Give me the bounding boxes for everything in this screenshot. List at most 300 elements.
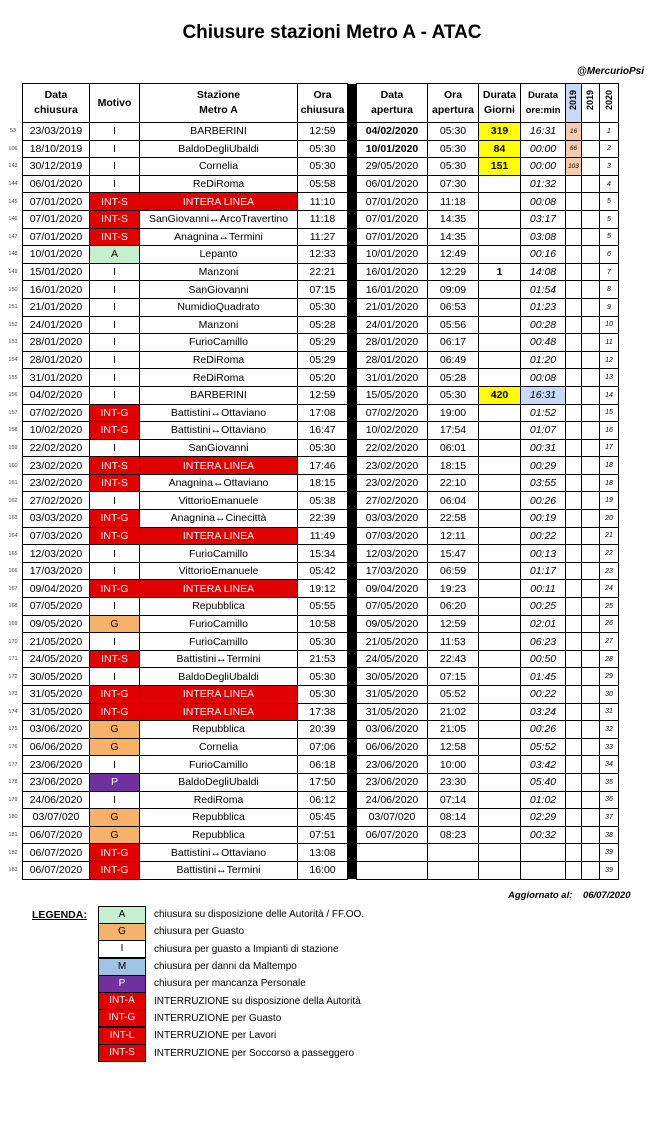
cell-ora-apertura: 10:00 xyxy=(428,756,479,774)
cell-durata-ore: 05:52 xyxy=(521,738,566,756)
cell-stazione: Manzoni xyxy=(140,263,298,281)
cell-durata-giorni xyxy=(479,369,521,387)
cell-ora-apertura: 22:58 xyxy=(428,510,479,528)
cell-ora-chiusura: 22:39 xyxy=(298,510,348,528)
cell-count-2019b xyxy=(582,158,600,176)
cell-count-2019b xyxy=(582,826,600,844)
cell-ora-apertura: 11:18 xyxy=(428,193,479,211)
cell-stazione: Anagnina↔Termini xyxy=(140,228,298,246)
cell-data-apertura: 15/05/2020 xyxy=(357,386,428,404)
cell-data-chiusura: 23/03/2019 xyxy=(23,123,90,141)
cell-durata-giorni xyxy=(479,809,521,827)
cell-stazione: SanGiovanni xyxy=(140,439,298,457)
cell-ora-chiusura: 16:00 xyxy=(298,861,348,879)
cell-ora-chiusura: 05:30 xyxy=(298,158,348,176)
cell-durata-ore: 01:17 xyxy=(521,562,566,580)
cell-motivo: I xyxy=(90,633,140,651)
cell-ora-apertura: 05:28 xyxy=(428,369,479,387)
cell-count-2019 xyxy=(566,826,582,844)
cell-durata-giorni xyxy=(479,527,521,545)
cell-ora-chiusura: 12:59 xyxy=(298,386,348,404)
cell-ora-chiusura: 05:55 xyxy=(298,598,348,616)
cell-ora-apertura: 07:15 xyxy=(428,668,479,686)
cell-durata-ore: 03:24 xyxy=(521,703,566,721)
cell-count-2019 xyxy=(566,422,582,440)
cell-motivo: INT-S xyxy=(90,650,140,668)
cell-durata-ore: 00:26 xyxy=(521,721,566,739)
cell-durata-giorni xyxy=(479,351,521,369)
table-row xyxy=(4,210,619,228)
cell-durata-ore: 03:08 xyxy=(521,228,566,246)
cell-count-2020: 17 xyxy=(600,439,619,457)
cell-motivo: INT-S xyxy=(90,210,140,228)
cell-count-2019b xyxy=(582,562,600,580)
cell-durata-ore: 03:17 xyxy=(521,210,566,228)
cell-data-apertura: 07/05/2020 xyxy=(357,598,428,616)
cell-count-2019b xyxy=(582,809,600,827)
cell-data-chiusura: 24/05/2020 xyxy=(23,650,90,668)
row-number: 168 xyxy=(8,603,18,610)
cell-motivo: I xyxy=(90,351,140,369)
cell-durata-ore: 00:00 xyxy=(521,140,566,158)
legend-description: INTERRUZIONE su disposizione della Autorità xyxy=(154,995,361,1007)
cell-count-2019b xyxy=(582,140,600,158)
cell-durata-giorni xyxy=(479,686,521,704)
column-separator xyxy=(348,422,357,440)
cell-data-apertura: 24/01/2020 xyxy=(357,316,428,334)
cell-data-chiusura: 31/01/2020 xyxy=(23,369,90,387)
legend-code: I xyxy=(98,940,146,958)
cell-durata-giorni xyxy=(479,598,521,616)
cell-data-apertura: 21/05/2020 xyxy=(357,633,428,651)
row-number: 170 xyxy=(8,638,18,645)
cell-durata-giorni xyxy=(479,791,521,809)
table-row xyxy=(4,826,619,844)
cell-count-2019b xyxy=(582,580,600,598)
cell-durata-giorni xyxy=(479,316,521,334)
cell-data-apertura: 21/01/2020 xyxy=(357,298,428,316)
legend-item xyxy=(32,1010,364,1027)
cell-count-2019b xyxy=(582,686,600,704)
cell-stazione: INTERA LINEA xyxy=(140,580,298,598)
cell-data-apertura: 24/06/2020 xyxy=(357,791,428,809)
cell-ora-chiusura: 05:42 xyxy=(298,562,348,580)
cell-motivo: G xyxy=(90,738,140,756)
cell-ora-apertura xyxy=(428,861,479,879)
cell-durata-giorni xyxy=(479,773,521,791)
row-number: 176 xyxy=(8,744,18,751)
cell-durata-ore: 01:07 xyxy=(521,422,566,440)
cell-ora-chiusura: 10:58 xyxy=(298,615,348,633)
column-separator xyxy=(348,439,357,457)
row-number: 181 xyxy=(8,832,18,839)
column-separator xyxy=(348,562,357,580)
cell-count-2019 xyxy=(566,861,582,879)
row-number: 161 xyxy=(8,480,18,487)
cell-count-2020: 39 xyxy=(600,844,619,862)
cell-count-2019b xyxy=(582,615,600,633)
cell-motivo: I xyxy=(90,545,140,563)
cell-motivo: I xyxy=(90,298,140,316)
cell-ora-apertura xyxy=(428,844,479,862)
cell-durata-ore: 00:19 xyxy=(521,510,566,528)
legend-item xyxy=(32,1027,364,1044)
table-row xyxy=(4,369,619,387)
cell-count-2019b xyxy=(582,263,600,281)
cell-count-2020: 18 xyxy=(600,457,619,475)
cell-durata-giorni: 319 xyxy=(479,123,521,141)
cell-count-2019b xyxy=(582,210,600,228)
cell-motivo: I xyxy=(90,334,140,352)
cell-stazione: INTERA LINEA xyxy=(140,193,298,211)
cell-data-chiusura: 27/02/2020 xyxy=(23,492,90,510)
column-separator xyxy=(348,721,357,739)
cell-stazione: SanGiovanni xyxy=(140,281,298,299)
cell-count-2019 xyxy=(566,246,582,264)
cell-count-2020: 16 xyxy=(600,422,619,440)
column-separator xyxy=(348,123,357,141)
cell-stazione: INTERA LINEA xyxy=(140,703,298,721)
cell-ora-apertura: 12:59 xyxy=(428,615,479,633)
cell-data-apertura: 16/01/2020 xyxy=(357,281,428,299)
table-row xyxy=(4,686,619,704)
column-separator xyxy=(348,193,357,211)
cell-durata-giorni xyxy=(479,457,521,475)
cell-ora-chiusura: 07:06 xyxy=(298,738,348,756)
cell-count-2020: 11 xyxy=(600,334,619,352)
table-row xyxy=(4,773,619,791)
cell-stazione: Repubblica xyxy=(140,721,298,739)
cell-count-2020: 12 xyxy=(600,351,619,369)
updated-date: 06/07/2020 xyxy=(582,890,631,901)
cell-ora-chiusura: 05:30 xyxy=(298,633,348,651)
cell-ora-chiusura: 11:18 xyxy=(298,210,348,228)
table-row xyxy=(4,615,619,633)
cell-ora-chiusura: 06:18 xyxy=(298,756,348,774)
cell-ora-chiusura: 05:45 xyxy=(298,809,348,827)
cell-count-2020: 5 xyxy=(600,193,619,211)
cell-data-apertura: 06/01/2020 xyxy=(357,175,428,193)
row-number: 164 xyxy=(8,532,18,539)
column-separator xyxy=(348,334,357,352)
cell-ora-chiusura: 17:50 xyxy=(298,773,348,791)
cell-motivo: P xyxy=(90,773,140,791)
row-number: 150 xyxy=(8,286,18,293)
legend-code: P xyxy=(98,975,146,993)
cell-count-2019b xyxy=(582,175,600,193)
cell-count-2019b xyxy=(582,123,600,141)
legend-description: chiusura per mancanza Personale xyxy=(154,978,306,990)
table-header xyxy=(4,84,619,123)
cell-count-2019 xyxy=(566,193,582,211)
cell-count-2019 xyxy=(566,439,582,457)
cell-durata-giorni: 1 xyxy=(479,263,521,281)
legend-code: M xyxy=(98,958,146,976)
legend-description: INTERRUZIONE per Lavori xyxy=(154,1030,277,1042)
cell-data-chiusura: 31/05/2020 xyxy=(23,686,90,704)
table-row xyxy=(4,738,619,756)
table-row xyxy=(4,580,619,598)
cell-stazione: FurioCamillo xyxy=(140,615,298,633)
author-handle: @MercurioPsi xyxy=(577,66,644,77)
legend-description: INTERRUZIONE per Soccorso a passeggero xyxy=(154,1047,355,1059)
cell-count-2019b xyxy=(582,527,600,545)
cell-data-apertura: 22/02/2020 xyxy=(357,439,428,457)
cell-count-2020: 2 xyxy=(600,140,619,158)
cell-data-chiusura: 24/01/2020 xyxy=(23,316,90,334)
cell-durata-ore: 05:40 xyxy=(521,773,566,791)
cell-ora-chiusura: 05:30 xyxy=(298,686,348,704)
cell-stazione: Repubblica xyxy=(140,826,298,844)
cell-data-apertura: 31/01/2020 xyxy=(357,369,428,387)
cell-data-chiusura: 28/01/2020 xyxy=(23,334,90,352)
row-number: 149 xyxy=(8,269,18,276)
cell-ora-chiusura: 20:39 xyxy=(298,721,348,739)
cell-motivo: I xyxy=(90,369,140,387)
table-row xyxy=(4,492,619,510)
cell-data-apertura: 03/07/020 xyxy=(357,809,428,827)
column-separator xyxy=(348,158,357,176)
cell-count-2019 xyxy=(566,756,582,774)
legend-description: chiusura per guasto a Impianti di stazione xyxy=(154,943,339,955)
cell-ora-apertura: 06:01 xyxy=(428,439,479,457)
cell-data-chiusura: 06/06/2020 xyxy=(23,738,90,756)
row-number: 158 xyxy=(8,427,18,434)
cell-durata-giorni xyxy=(479,756,521,774)
cell-durata-ore: 01:45 xyxy=(521,668,566,686)
column-separator xyxy=(348,175,357,193)
cell-stazione: Anagnina↔Cinecittà xyxy=(140,510,298,528)
cell-durata-giorni xyxy=(479,615,521,633)
cell-count-2019 xyxy=(566,228,582,246)
cell-data-chiusura: 28/01/2020 xyxy=(23,351,90,369)
cell-count-2019b xyxy=(582,193,600,211)
table-row xyxy=(4,791,619,809)
cell-ora-apertura: 11:53 xyxy=(428,633,479,651)
table-row xyxy=(4,721,619,739)
cell-stazione: ReDiRoma xyxy=(140,351,298,369)
cell-ora-apertura: 05:56 xyxy=(428,316,479,334)
row-number: 53 xyxy=(9,128,17,135)
row-number: 147 xyxy=(8,233,18,240)
row-number: 146 xyxy=(8,216,18,223)
cell-ora-apertura: 12:49 xyxy=(428,246,479,264)
cell-motivo: I xyxy=(90,562,140,580)
cell-data-chiusura: 30/05/2020 xyxy=(23,668,90,686)
cell-durata-ore: 00:48 xyxy=(521,334,566,352)
cell-durata-ore: 00:16 xyxy=(521,246,566,264)
cell-motivo: INT-G xyxy=(90,686,140,704)
cell-data-apertura: 27/02/2020 xyxy=(357,492,428,510)
cell-ora-apertura: 05:30 xyxy=(428,140,479,158)
column-separator xyxy=(348,826,357,844)
cell-count-2019 xyxy=(566,703,582,721)
cell-durata-ore: 00:25 xyxy=(521,598,566,616)
cell-durata-ore: 01:20 xyxy=(521,351,566,369)
cell-durata-ore: 00:22 xyxy=(521,527,566,545)
cell-ora-chiusura: 11:49 xyxy=(298,527,348,545)
cell-data-apertura: 24/05/2020 xyxy=(357,650,428,668)
column-separator xyxy=(348,861,357,879)
cell-count-2019b xyxy=(582,404,600,422)
cell-count-2019 xyxy=(566,562,582,580)
table-row xyxy=(4,351,619,369)
cell-data-chiusura: 06/07/2020 xyxy=(23,826,90,844)
row-number: 151 xyxy=(8,304,18,311)
cell-data-chiusura: 23/02/2020 xyxy=(23,457,90,475)
cell-ora-chiusura: 19:12 xyxy=(298,580,348,598)
cell-stazione: Lepanto xyxy=(140,246,298,264)
cell-count-2019 xyxy=(566,650,582,668)
cell-ora-chiusura: 15:34 xyxy=(298,545,348,563)
cell-stazione: Battistini↔Ottaviano xyxy=(140,404,298,422)
row-number: 159 xyxy=(8,444,18,451)
cell-count-2019 xyxy=(566,369,582,387)
cell-ora-chiusura: 05:38 xyxy=(298,492,348,510)
header-durata-giorni: Durata Giorni xyxy=(479,84,521,123)
cell-count-2020: 29 xyxy=(600,668,619,686)
cell-ora-apertura: 05:30 xyxy=(428,386,479,404)
cell-data-apertura: 28/01/2020 xyxy=(357,351,428,369)
cell-ora-chiusura: 05:29 xyxy=(298,334,348,352)
cell-durata-ore: 02:01 xyxy=(521,615,566,633)
cell-durata-ore: 00:50 xyxy=(521,650,566,668)
cell-durata-giorni xyxy=(479,650,521,668)
cell-data-chiusura: 15/01/2020 xyxy=(23,263,90,281)
column-separator xyxy=(348,615,357,633)
cell-count-2019 xyxy=(566,809,582,827)
cell-count-2019b xyxy=(582,598,600,616)
cell-ora-apertura: 12:11 xyxy=(428,527,479,545)
cell-ora-chiusura: 06:12 xyxy=(298,791,348,809)
table-row xyxy=(4,510,619,528)
cell-count-2019b xyxy=(582,457,600,475)
cell-stazione: ReDiRoma xyxy=(140,369,298,387)
cell-motivo: I xyxy=(90,175,140,193)
column-separator xyxy=(348,650,357,668)
cell-ora-apertura: 05:30 xyxy=(428,123,479,141)
cell-durata-giorni xyxy=(479,492,521,510)
column-separator xyxy=(348,140,357,158)
cell-stazione: VittorioEmanuele xyxy=(140,562,298,580)
cell-count-2019 xyxy=(566,668,582,686)
cell-count-2020: 31 xyxy=(600,703,619,721)
cell-ora-apertura: 06:59 xyxy=(428,562,479,580)
legend-code: INT-L xyxy=(98,1027,146,1045)
column-separator xyxy=(348,809,357,827)
cell-ora-apertura: 14:35 xyxy=(428,228,479,246)
cell-count-2020: 20 xyxy=(600,510,619,528)
cell-count-2019 xyxy=(566,334,582,352)
cell-data-apertura: 09/05/2020 xyxy=(357,615,428,633)
cell-motivo: I xyxy=(90,439,140,457)
cell-durata-giorni xyxy=(479,334,521,352)
row-number: 154 xyxy=(8,357,18,364)
cell-count-2019b xyxy=(582,721,600,739)
row-number: 178 xyxy=(8,779,18,786)
column-separator xyxy=(348,404,357,422)
page-title: Chiusure stazioni Metro A - ATAC xyxy=(182,22,482,43)
cell-count-2019 xyxy=(566,316,582,334)
cell-count-2020: 27 xyxy=(600,633,619,651)
table-row xyxy=(4,861,619,879)
cell-durata-giorni xyxy=(479,246,521,264)
cell-ora-apertura: 09:09 xyxy=(428,281,479,299)
cell-stazione: BaldoDegliUbaldi xyxy=(140,668,298,686)
cell-durata-ore xyxy=(521,844,566,862)
legend-code: A xyxy=(98,906,146,924)
row-number: 143 xyxy=(8,163,18,170)
header-durata-ore: Durata ore:min xyxy=(521,84,566,123)
cell-count-2019b xyxy=(582,773,600,791)
cell-data-chiusura: 23/06/2020 xyxy=(23,773,90,791)
column-separator xyxy=(348,668,357,686)
cell-durata-ore: 03:42 xyxy=(521,756,566,774)
cell-data-chiusura: 23/02/2020 xyxy=(23,474,90,492)
cell-durata-ore: 00:08 xyxy=(521,193,566,211)
cell-count-2019b xyxy=(582,369,600,387)
header-ora-apertura: Ora apertura xyxy=(428,84,479,123)
row-number: 166 xyxy=(8,568,18,575)
cell-data-chiusura: 10/01/2020 xyxy=(23,246,90,264)
cell-count-2019b xyxy=(582,545,600,563)
row-number: 163 xyxy=(8,515,18,522)
legend-item xyxy=(32,992,364,1009)
row-number: 157 xyxy=(8,409,18,416)
cell-data-chiusura: 03/03/2020 xyxy=(23,510,90,528)
cell-count-2019 xyxy=(566,510,582,528)
cell-count-2019 xyxy=(566,281,582,299)
cell-count-2019 xyxy=(566,351,582,369)
cell-motivo: INT-G xyxy=(90,422,140,440)
cell-motivo: I xyxy=(90,492,140,510)
cell-count-2019b xyxy=(582,510,600,528)
column-separator xyxy=(348,492,357,510)
cell-count-2019b xyxy=(582,756,600,774)
cell-ora-apertura: 06:17 xyxy=(428,334,479,352)
cell-count-2020: 24 xyxy=(600,580,619,598)
cell-durata-ore: 02:29 xyxy=(521,809,566,827)
cell-stazione: SanGiovanni↔ArcoTravertino xyxy=(140,210,298,228)
cell-motivo: I xyxy=(90,281,140,299)
table-row xyxy=(4,598,619,616)
table-row xyxy=(4,422,619,440)
column-separator xyxy=(348,738,357,756)
cell-motivo: INT-S xyxy=(90,457,140,475)
cell-durata-giorni xyxy=(479,281,521,299)
cell-durata-ore: 01:54 xyxy=(521,281,566,299)
cell-count-2019 xyxy=(566,175,582,193)
cell-count-2019 xyxy=(566,791,582,809)
cell-count-2020: 36 xyxy=(600,791,619,809)
table-row xyxy=(4,386,619,404)
cell-count-2019b xyxy=(582,738,600,756)
cell-durata-ore: 01:02 xyxy=(521,791,566,809)
table-row xyxy=(4,439,619,457)
cell-stazione: Battistini↔Termini xyxy=(140,861,298,879)
cell-data-apertura: 17/03/2020 xyxy=(357,562,428,580)
cell-count-2019 xyxy=(566,210,582,228)
cell-durata-ore: 03:55 xyxy=(521,474,566,492)
table-row xyxy=(4,562,619,580)
cell-motivo: I xyxy=(90,756,140,774)
row-number: 180 xyxy=(8,814,18,821)
cell-data-chiusura: 21/01/2020 xyxy=(23,298,90,316)
cell-stazione: FurioCamillo xyxy=(140,545,298,563)
cell-data-chiusura: 24/06/2020 xyxy=(23,791,90,809)
cell-count-2019 xyxy=(566,738,582,756)
cell-count-2020: 9 xyxy=(600,298,619,316)
